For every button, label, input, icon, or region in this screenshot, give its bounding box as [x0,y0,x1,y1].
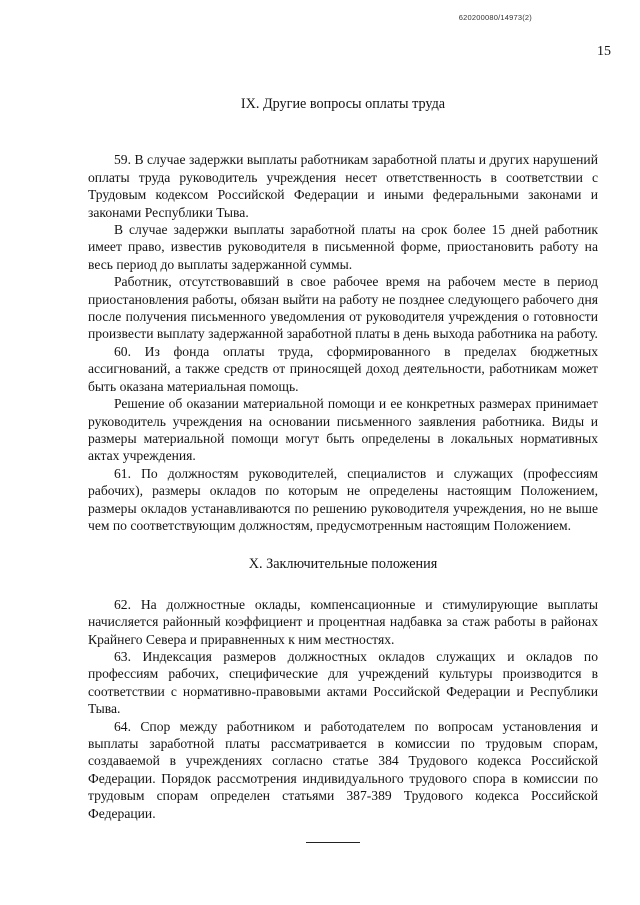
paragraph-64: 64. Спор между работником и работодателем по вопросам установления и выплаты заработной платы рассматривается в комиссии по трудовым спорам, создаваемой в учреждениях согласно статье 384 Трудового кодекса Российской Федерации. Порядок рассмотрения индивидуального трудового спора в комиссии по трудовым спорам определен статьями 387-389 Трудового кодекса Российской Федерации. [88,718,598,821]
paragraph-59: 59. В случае задержки выплаты работникам заработной платы и других нарушений оплаты труда руководитель учреждения несет ответственность в соответствии с Трудовым кодексом Российской Федерации и иными федеральными законами и законами Республики Тыва. [88,152,598,220]
paragraph-61: 61. По должностям руководителей, специалистов и служащих (профессиям рабочих), размеры окладов по которым не определены настоящим Положением, размеры окладов устанавливаются по решению руководителя учреждения, но не выше чем по соответствующим должностям, предусмотренным настоящим Положением. [88,465,598,533]
section-title-x: X. Заключительные положения [248,556,438,573]
section-ix-body [88,151,598,534]
section-x-body [88,596,598,822]
page-number: 15 [597,44,611,59]
paragraph-59-absence: Работник, отсутствовавший в свое рабочее время на рабочем месте в период приостановления работы, обязан выйти на работу не позднее следующего рабочего дня после получения письменного уведомления от руководителя учреждения о готовности произвести выплату задержанной заработной платы в день выхода работника на работу. [88,274,598,342]
end-rule-divider [306,842,360,843]
paragraph-60-decision: Решение об оказании материальной помощи и ее конкретных размерах принимает руководитель учреждения на основании письменного заявления работника. Виды и размеры материальной помощи могут быть определены в локальных нормативных актах учреждения. [88,396,598,464]
paragraph-63: 63. Индексация размеров должностных окладов служащих и окладов по профессиям рабочих, специфические для учреждений культуры производится в соответствии с нормативно-правовыми актами Российской Федерации и Республики Тыва. [88,648,598,717]
paragraph-60: 60. Из фонда оплаты труда, сформированного в пределах бюджетных ассигнований, а также средств от приносящей доход деятельности, работникам может быть оказана материальная помощь. [88,343,598,394]
section-title-ix: IX. Другие вопросы оплаты труда [240,96,446,112]
document-code: 620200080/14973(2) [458,13,532,22]
paragraph-62: 62. На должностные оклады, компенсационные и стимулирующие выплаты начисляется районный коэффициент и процентная надбавка за стаж работы в районах Крайнего Севера и приравненных к ним местностях. [88,596,598,647]
paragraph-59-delay: В случае задержки выплаты заработной платы на срок более 15 дней работник имеет право, известив руководителя в письменной форме, приостановить работу на весь период до выплаты задержанной суммы. [88,222,598,272]
document-body [88,96,598,822]
